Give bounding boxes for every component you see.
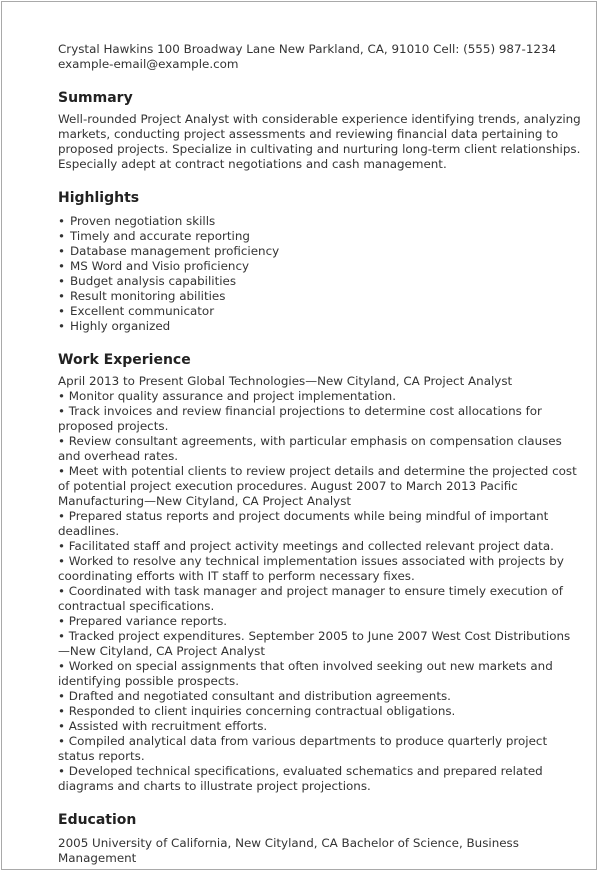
- highlights-list: [58, 214, 582, 334]
- highlight-item: • Timely and accurate reporting: [58, 229, 582, 244]
- highlight-item: • Budget analysis capabilities: [58, 274, 582, 289]
- summary-heading: Summary: [58, 90, 133, 106]
- work-experience-text: April 2013 to Present Global Technologies—New Cityland, CA Project Analyst • Monitor quality assurance and project implementation. • Track invoices and review financial projections to determine cost allocations for proposed projects. • Review consultant agreements, with particular emphasis on compensation clauses and overhead rates. • Meet with potential clients to review project details and determine the projected cost of potential project execution procedures. August 2007 to March 2013 Pacific Manufacturing—New Cityland, CA Project Analyst • Prepared status reports and project documents while being mindful of important deadlines. • Facilitated staff and project activity meetings and collected relevant project data. • Worked to resolve any technical implementation issues associated with projects by coordinating efforts with IT staff to perform necessary fixes. • Coordinated with task manager and project manager to ensure timely execution of contractual specifications. • Prepared variance reports. • Tracked project expenditures. September 2005 to June 2007 West Cost Distributions—New Cityland, CA Project Analyst • Worked on special assignments that often involved seeking out new markets and identifying possible prospects. • Drafted and negotiated consultant and distribution agreements. • Responded to client inquiries concerning contractual obligations. • Assisted with recruitment efforts. • Compiled analytical data from various departments to produce quarterly project status reports. • Developed technical specifications, evaluated schematics and prepared related diagrams and charts to illustrate project projections.: [58, 374, 577, 793]
- highlight-item: • Proven negotiation skills: [58, 214, 582, 229]
- highlight-item: • Result monitoring abilities: [58, 289, 582, 304]
- education-text: 2005 University of California, New Cityland, CA Bachelor of Science, Business Management: [58, 836, 519, 865]
- resume-page: [1, 1, 597, 870]
- contact-info: Crystal Hawkins 100 Broadway Lane New Parkland, CA, 91010 Cell: (555) 987-1234 example-email@example.com: [58, 42, 557, 71]
- highlight-item: • Highly organized: [58, 319, 582, 334]
- highlight-item: • Excellent communicator: [58, 304, 582, 319]
- highlights-heading: Highlights: [58, 190, 140, 206]
- education-heading: Education: [58, 812, 137, 828]
- highlight-item: • Database management proficiency: [58, 244, 582, 259]
- highlight-item: • MS Word and Visio proficiency: [58, 259, 582, 274]
- work-experience-heading: Work Experience: [58, 352, 191, 368]
- summary-text: Well-rounded Project Analyst with considerable experience identifying trends, analyzing markets, conducting project assessments and reviewing financial data pertaining to proposed projects. Specialize in cultivating and nurturing long-term client relationships. Especially adept at contract negotiations and cash management.: [58, 112, 581, 171]
